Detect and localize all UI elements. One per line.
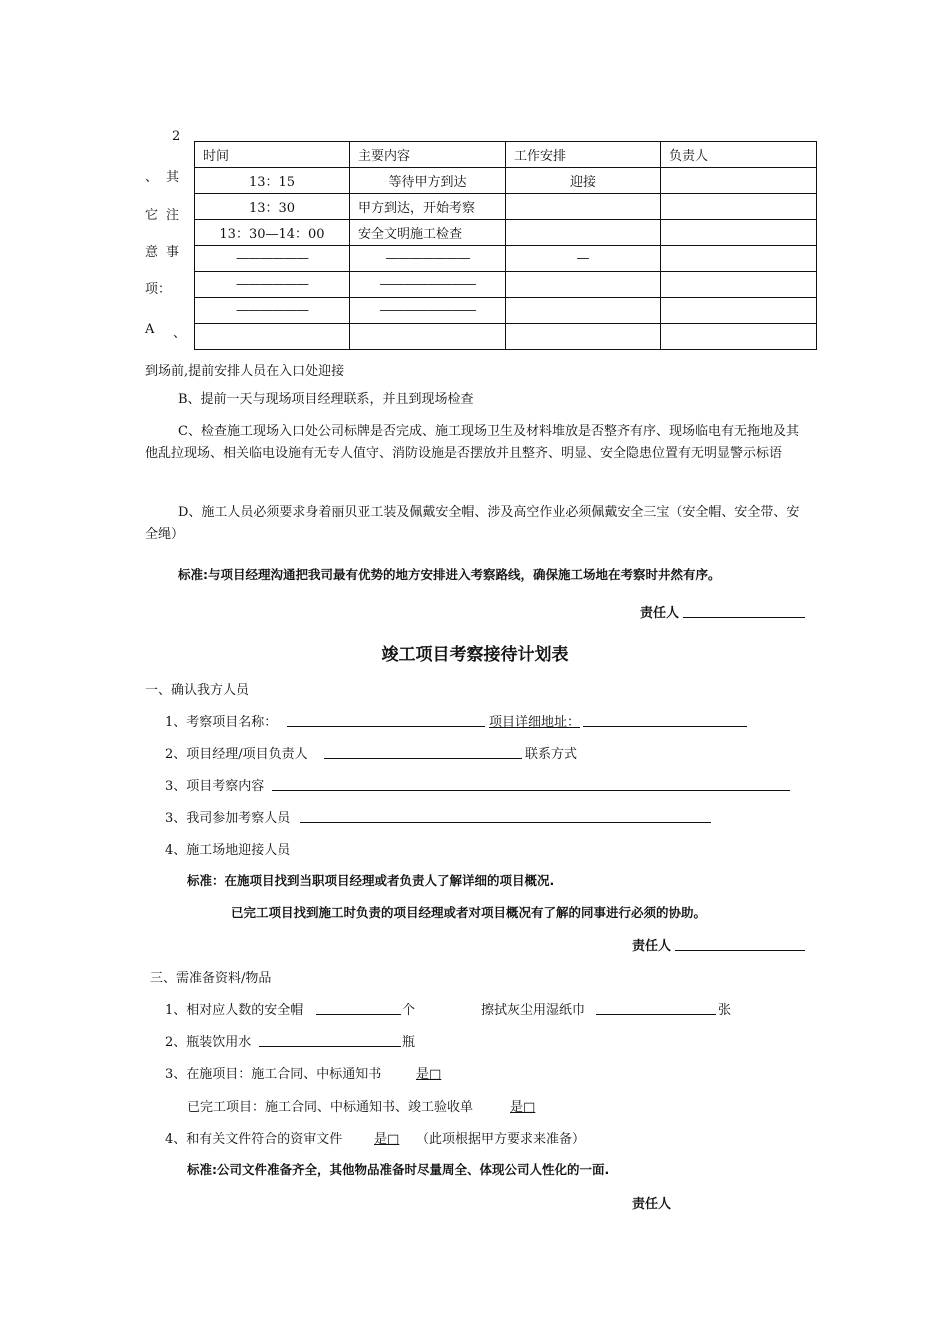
table-cell: ——————	[195, 298, 350, 324]
note-c: C、检查施工现场入口处公司标牌是否完成、施工现场卫生及材料堆放是否整齐有序、现场临电有无拖地及其他乱拉现场、相关临电设施有无专人值守、消防设施是否摆放并且整齐、明显、安全隐患位置有无明显警示标语	[145, 424, 799, 461]
field-label: 张	[718, 1003, 732, 1018]
fill-line	[583, 726, 747, 727]
table-header: 工作安排	[506, 142, 661, 168]
schedule-table	[194, 141, 817, 350]
table-cell: ——————	[195, 246, 350, 272]
table-cell: 等待甲方到达	[350, 168, 506, 194]
table-row	[195, 324, 817, 350]
table-header: 主要内容	[350, 142, 506, 168]
standard-text: 标准:公司文件准备齐全，其他物品准备时尽量周全、体现公司人性化的一面.	[187, 1162, 610, 1177]
table-cell	[661, 298, 817, 324]
table-cell: 13：15	[195, 168, 350, 194]
note-d: D、施工人员必须要求身着丽贝亚工装及佩戴安全帽、涉及高空作业必须佩戴安全三宝（安全帽、安全带、安全绳）	[145, 505, 800, 542]
table-header-row	[195, 142, 817, 168]
table-cell	[661, 324, 817, 350]
note-a: 到场前,提前安排人员在入口处迎接	[145, 364, 345, 379]
field-label: 3、在施项目：施工合同、中标通知书	[165, 1067, 382, 1082]
table-cell	[661, 272, 817, 298]
table-row	[195, 246, 817, 272]
checkbox-yes[interactable]: 是□	[510, 1100, 536, 1115]
table-cell: 甲方到达，开始考察	[350, 194, 506, 220]
field-label: 2、瓶装饮用水	[165, 1035, 252, 1050]
field-label: 个	[402, 1003, 416, 1018]
table-row	[195, 220, 817, 246]
side-label-char: 意	[145, 245, 159, 260]
table-cell	[506, 324, 661, 350]
fill-line	[324, 758, 522, 759]
table-header: 负责人	[661, 142, 817, 168]
standard-text: 标准：在施项目找到当职项目经理或者负责人了解详细的项目概况.	[187, 873, 555, 888]
checkbox-yes[interactable]: 是□	[374, 1132, 400, 1147]
section-heading: 三、需准备资料/物品	[150, 971, 272, 986]
side-label-char: 、	[173, 326, 187, 341]
field-label: 2、项目经理/项目负责人	[165, 747, 308, 762]
table-row	[195, 168, 817, 194]
side-label-char: 它	[145, 208, 159, 223]
field-label: 已完工项目：施工合同、中标通知书、竣工验收单	[187, 1100, 474, 1115]
table-cell	[661, 168, 817, 194]
table-cell: ———————	[350, 246, 506, 272]
table-cell	[506, 194, 661, 220]
field-label: 4、施工场地迎接人员	[165, 843, 291, 858]
table-cell: 13：30—14：00	[195, 220, 350, 246]
table-cell	[506, 272, 661, 298]
section-heading: 一、确认我方人员	[145, 683, 250, 698]
table-cell	[195, 324, 350, 350]
side-label-number: 2	[172, 129, 181, 144]
table-cell	[506, 298, 661, 324]
table-cell: ————————	[350, 272, 506, 298]
field-note: （此项根据甲方要求来准备）	[416, 1132, 586, 1147]
table-cell	[506, 220, 661, 246]
side-label-char: A	[145, 322, 155, 337]
side-label-char: 其	[166, 170, 180, 185]
table-cell	[661, 246, 817, 272]
responsible-label: 责任人	[632, 1197, 672, 1212]
fill-line	[316, 1014, 401, 1015]
side-label-char: 、	[145, 170, 159, 185]
field-label: 3、我司参加考察人员	[165, 811, 291, 826]
checkbox-yes[interactable]: 是□	[416, 1067, 442, 1082]
side-label-char: 注	[166, 208, 180, 223]
fill-line	[596, 1014, 716, 1015]
table-header: 时间	[195, 142, 350, 168]
table-cell	[661, 194, 817, 220]
standard-text: 已完工项目找到施工时负责的项目经理或者对项目概况有了解的同事进行必须的协助。	[231, 905, 707, 920]
fill-line	[300, 822, 711, 823]
fill-line	[259, 1046, 401, 1047]
field-label: 项目详细地址：	[489, 715, 581, 730]
signature-line	[675, 950, 805, 951]
standard-text: 标准:与项目经理沟通把我司最有优势的地方安排进入考察路线，确保施工场地在考察时井然有序。	[178, 567, 721, 582]
field-label: 瓶	[402, 1035, 416, 1050]
table-cell: 安全文明施工检查	[350, 220, 506, 246]
table-cell	[350, 324, 506, 350]
table-cell: ——————	[195, 272, 350, 298]
table-cell: 13：30	[195, 194, 350, 220]
field-label: 1、相对应人数的安全帽	[165, 1003, 304, 1018]
table-row	[195, 194, 817, 220]
note-b: B、提前一天与现场项目经理联系，并且到现场检查	[178, 392, 474, 407]
signature-line	[683, 617, 805, 618]
field-label: 4、和有关文件符合的资审文件	[165, 1132, 343, 1147]
side-label-char: 项：	[145, 282, 172, 297]
table-cell	[661, 220, 817, 246]
field-label: 联系方式	[525, 747, 578, 762]
table-row	[195, 298, 817, 324]
page-title: 竣工项目考察接待计划表	[381, 645, 569, 665]
fill-line	[272, 790, 790, 791]
field-label: 3、项目考察内容	[165, 779, 265, 794]
responsible-label: 责任人	[640, 606, 680, 621]
table-row	[195, 272, 817, 298]
field-label: 1、考察项目名称：	[165, 715, 278, 730]
table-cell: 迎接	[506, 168, 661, 194]
table-cell: ————————	[350, 298, 506, 324]
fill-line	[287, 726, 485, 727]
responsible-label: 责任人	[632, 939, 672, 954]
table-cell: —	[506, 246, 661, 272]
side-label-char: 事	[166, 245, 180, 260]
field-label: 擦拭灰尘用湿纸巾	[481, 1003, 586, 1018]
